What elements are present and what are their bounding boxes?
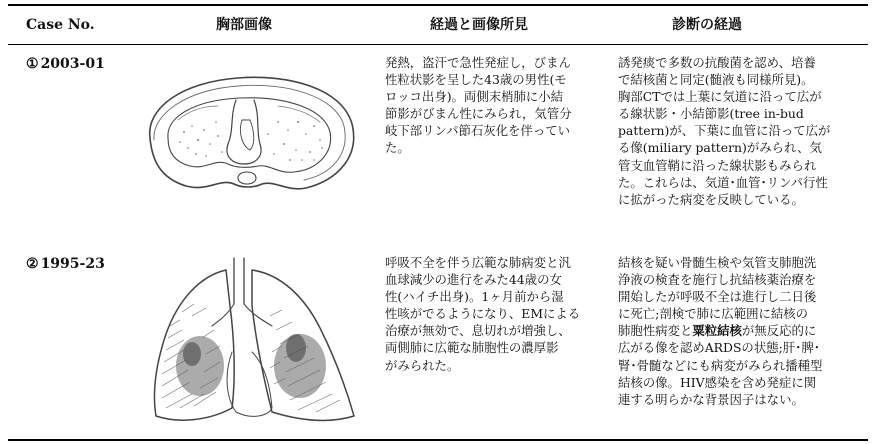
case-1-diagnosis-course: 誘発痰で多数の抗酸菌を認め、培養 で結核菌と同定(髄液も同様所見)。 胸部CTでは上葉に気道に沿って広が る線状影・小結節影(tree in-bud pattern)が、下葉に血管に沿って広が る像(miliary pattern)がみられ、気 管支血管鞘に沿った線状影もみられ た。これらは、気道･血管･リンパ行性 に拡がった病変を反映している。 xyxy=(618,55,831,207)
case-2-diagnosis-text-a: 結核を疑い骨髄生検や気管支肺胞洗 浄液の検査を施行し抗結核薬治療を 開始したが呼吸不全は進行し二日後 に死亡;剖検で肺に広範囲に結核の 肺胞性病変と xyxy=(618,255,817,339)
case-2-chest-xray-sketch xyxy=(140,256,370,428)
case-1-course-findings: 発熱，盗汗で急性発症し，びまん 性粒状影を呈した43歳の男性(モ ロッコ出身)。両側末梢肺に小結 節影がびまん性にみられ，気管分 岐下部リンパ節石灰化を伴ってい た。 xyxy=(385,55,572,156)
case-2-diagnosis-bold-term: 粟粒結核 xyxy=(692,323,742,339)
case-2-number: 1995-23 xyxy=(40,256,105,272)
header-chest-image: 胸部画像 xyxy=(216,17,272,33)
case-1-chest-ct-sketch xyxy=(138,60,362,198)
case-2-marker: ② xyxy=(26,256,39,272)
case-2-course-findings: 呼吸不全を伴う広範な肺病変と汎 血球減少の進行をみた44歳の女 性(ハイチ出身)。1ヶ月前から湿 性咳がでるようになり、EMによる 治療が無効で、息切れが増強し、 両側肺に広範な肺胞性の濃厚影 がみられた。 xyxy=(385,255,581,373)
case-2-id xyxy=(26,256,105,272)
table-bottom-rule xyxy=(8,439,868,441)
header-diagnosis-course: 診断の経過 xyxy=(672,17,742,33)
case-1-number: 2003-01 xyxy=(40,56,105,72)
header-course-findings: 経過と画像所見 xyxy=(430,17,528,33)
case-1-marker: ① xyxy=(26,56,39,72)
case-2-diagnosis-course xyxy=(618,254,870,408)
header-case-no: Case No. xyxy=(26,17,95,33)
table-header-rule xyxy=(8,44,868,45)
case-2-diagnosis-text-b: が無反応的に 広がる像を認めARDSの状態;肝･脾･ 腎･骨髄などにも病変がみられ播種型 結核の像。HIV感染を含め発症に関 連する明らかな背景因子はない。 xyxy=(618,323,823,407)
case-1-id xyxy=(26,56,105,72)
table-top-rule xyxy=(8,4,868,6)
